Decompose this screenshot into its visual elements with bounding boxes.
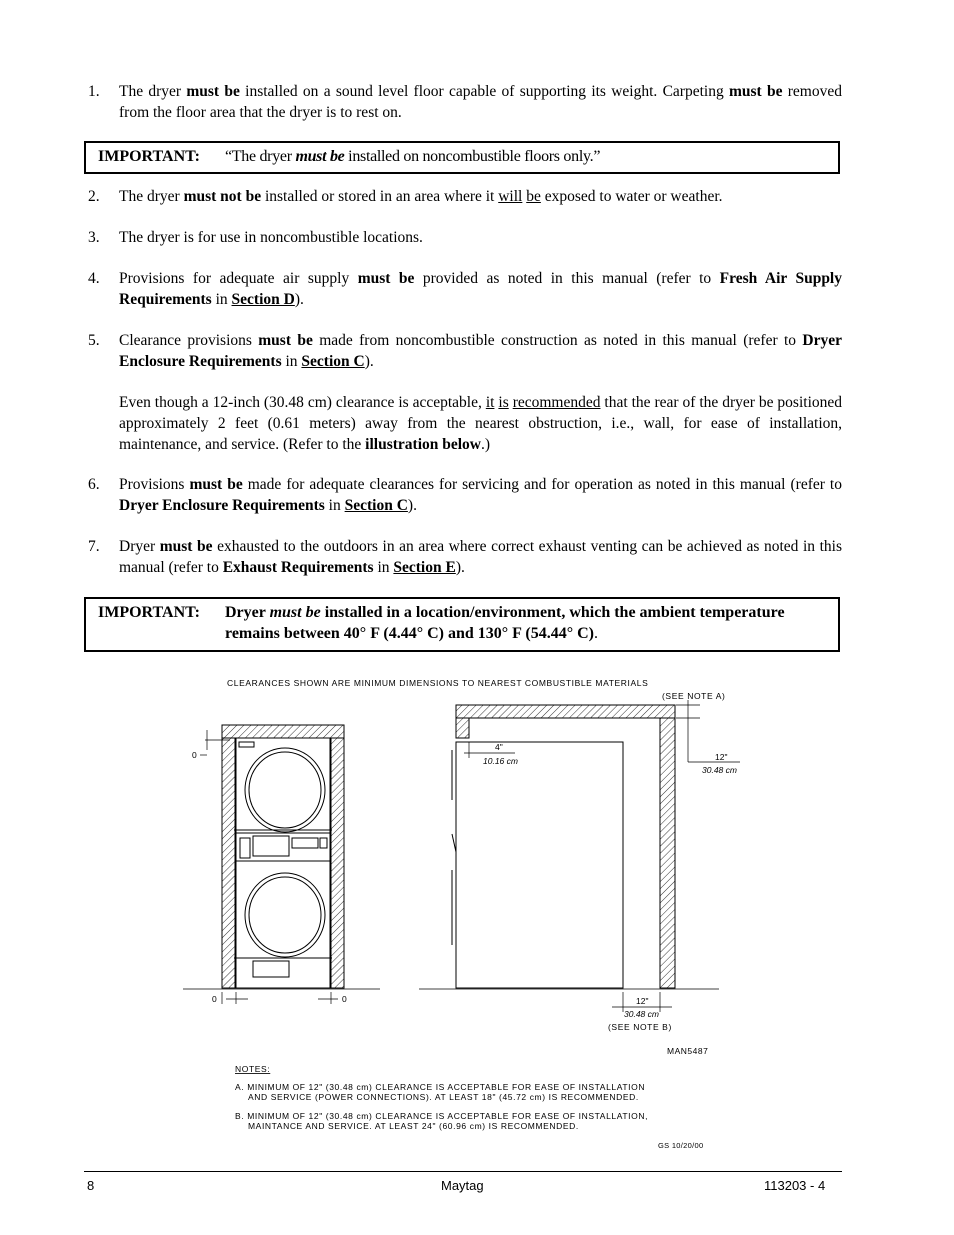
text-run: ). (294, 291, 304, 308)
side-view-enclosure (419, 705, 719, 989)
item-number: 7. (88, 538, 100, 555)
text-run: be (526, 188, 541, 205)
side-view-dimensions (464, 700, 740, 1012)
text-run: Dryer (225, 604, 270, 621)
dim-12-cm-right: 30.48 cm (702, 765, 737, 775)
text-run: installed on a sound level floor capable of supporting its weight. Carpeting (239, 83, 729, 100)
important-label: IMPORTANT: (98, 148, 200, 165)
text-run: illustration below (365, 436, 481, 453)
text-run: must be (357, 270, 415, 287)
note-b-callout: (SEE NOTE B) (608, 1022, 672, 1032)
text-run: in (324, 497, 345, 514)
text-run: Clearance provisions (119, 332, 259, 349)
text-run: that the rear of the dryer be positioned approximately 2 feet (0.61 meters) away from the nearest obstruction, i.e., wall, for ease of installation, maintenance, and service. (Refer to the (119, 394, 843, 453)
text-run: installed in a location/environment, which the ambient temperature remains between 40° F (4.44° C) and 130° F (54.44° C) (225, 604, 785, 642)
dim-4-cm: 10.16 cm (483, 756, 518, 766)
text-run: The dryer is for use in noncombustible locations. (119, 229, 423, 246)
text-run: ). (407, 497, 417, 514)
item-number: 1. (88, 83, 100, 100)
item-number: 6. (88, 476, 100, 493)
front-view-enclosure (183, 725, 380, 989)
note-b-line-2: MAINTANCE AND SERVICE. AT LEAST 24" (60.96 cm) IS RECOMMENDED. (248, 1121, 579, 1131)
document-number: 113203 - 4 (764, 1178, 826, 1193)
important-label: IMPORTANT: (98, 604, 200, 621)
text-run: exhausted to the outdoors in an area where correct exhaust venting can be achieved as noted in this manual (refer to (119, 538, 842, 576)
text-run: must be (159, 538, 213, 555)
text-run: made for adequate clearances for servicing and for operation as noted in this manual (refer to (242, 476, 842, 493)
text-run: must be (186, 83, 240, 100)
text-run: removed from the floor area that the dryer is to rest on. (119, 83, 842, 121)
front-view-dimensions (200, 730, 338, 1004)
dim-12-inch-bottom: 12" (636, 996, 649, 1006)
text-run: Even though a 12-inch (30.48 cm) clearance is acceptable, (119, 394, 486, 411)
text-run: The dryer (119, 188, 184, 205)
text-run: Fresh Air Supply Requirements (119, 270, 842, 308)
text-run: Dryer Enclosure Requirements (119, 497, 325, 514)
text-run: Section C (301, 353, 365, 370)
text-run: Dryer (119, 538, 160, 555)
page-number: 8 (87, 1178, 95, 1193)
text-run: Section C (344, 497, 408, 514)
text-run: .) (481, 436, 491, 453)
text-run: made from noncombustible construction as noted in this manual (refer to (312, 332, 803, 349)
note-a-callout: (SEE NOTE A) (662, 691, 726, 701)
stacked-dryer-front (234, 738, 332, 988)
text-run: in (373, 559, 394, 576)
dim-12-inch-right: 12" (715, 752, 728, 762)
text-run: installed on noncombustible floors only.” (344, 148, 601, 165)
item-number: 3. (88, 229, 100, 246)
dim-12-cm-bottom: 30.48 cm (624, 1009, 659, 1019)
dim-zero-left: 0 (212, 994, 217, 1004)
note-b-line-1: B. MINIMUM OF 12" (30.48 cm) CLEARANCE IS ACCEPTABLE FOR EASE OF INSTALLATION, (235, 1111, 649, 1121)
text-run: exposed to water or weather. (540, 188, 723, 205)
text-run: must be (728, 83, 783, 100)
text-run: recommended (512, 394, 601, 411)
text-run: ). (455, 559, 465, 576)
text-run: must be (269, 604, 321, 621)
item-number: 4. (88, 270, 100, 287)
text-run: is (498, 394, 509, 411)
dim-zero-right: 0 (342, 994, 347, 1004)
text-run: Exhaust Requirements (222, 559, 374, 576)
dim-zero-top: 0 (192, 750, 197, 760)
text-run: Section E (393, 559, 456, 576)
diagram-header: CLEARANCES SHOWN ARE MINIMUM DIMENSIONS TO NEAREST COMBUSTIBLE MATERIALS (227, 678, 649, 688)
stacked-dryer-side (452, 742, 623, 988)
text-run: Provisions for adequate air supply (119, 270, 358, 287)
text-run: must be (189, 476, 243, 493)
item-number: 5. (88, 332, 100, 349)
text-run: Section D (231, 291, 295, 308)
text-run: in (211, 291, 232, 308)
text-run: ). (364, 353, 374, 370)
item-number: 2. (88, 188, 100, 205)
text-run: in (281, 353, 302, 370)
footer-rule (84, 1171, 842, 1172)
text-run: installed or stored in an area where it (261, 188, 499, 205)
text-run: The dryer (119, 83, 187, 100)
text-run: must be (258, 332, 313, 349)
text-run: must be (295, 148, 345, 165)
text-run: “The dryer (225, 148, 296, 165)
drawing-number: MAN5487 (667, 1046, 709, 1056)
note-a-line-2: AND SERVICE (POWER CONNECTIONS). AT LEAST 18" (45.72 cm) IS RECOMMENDED. (248, 1092, 639, 1102)
dim-4-inch: 4" (495, 742, 503, 752)
text-run: . (593, 625, 598, 642)
text-run: must not be (183, 188, 262, 205)
text-run: Dryer Enclosure Requirements (119, 332, 842, 370)
text-run: it (485, 394, 495, 411)
text-run: provided as noted in this manual (refer to (414, 270, 720, 287)
revision-stamp: GS 10/20/00 (658, 1141, 704, 1150)
footer-brand: Maytag (441, 1178, 484, 1193)
notes-title: NOTES: (235, 1064, 271, 1074)
text-run: will (498, 188, 523, 205)
note-a-line-1: A. MINIMUM OF 12" (30.48 cm) CLEARANCE IS ACCEPTABLE FOR EASE OF INSTALLATION (235, 1082, 646, 1092)
text-run: Provisions (119, 476, 190, 493)
